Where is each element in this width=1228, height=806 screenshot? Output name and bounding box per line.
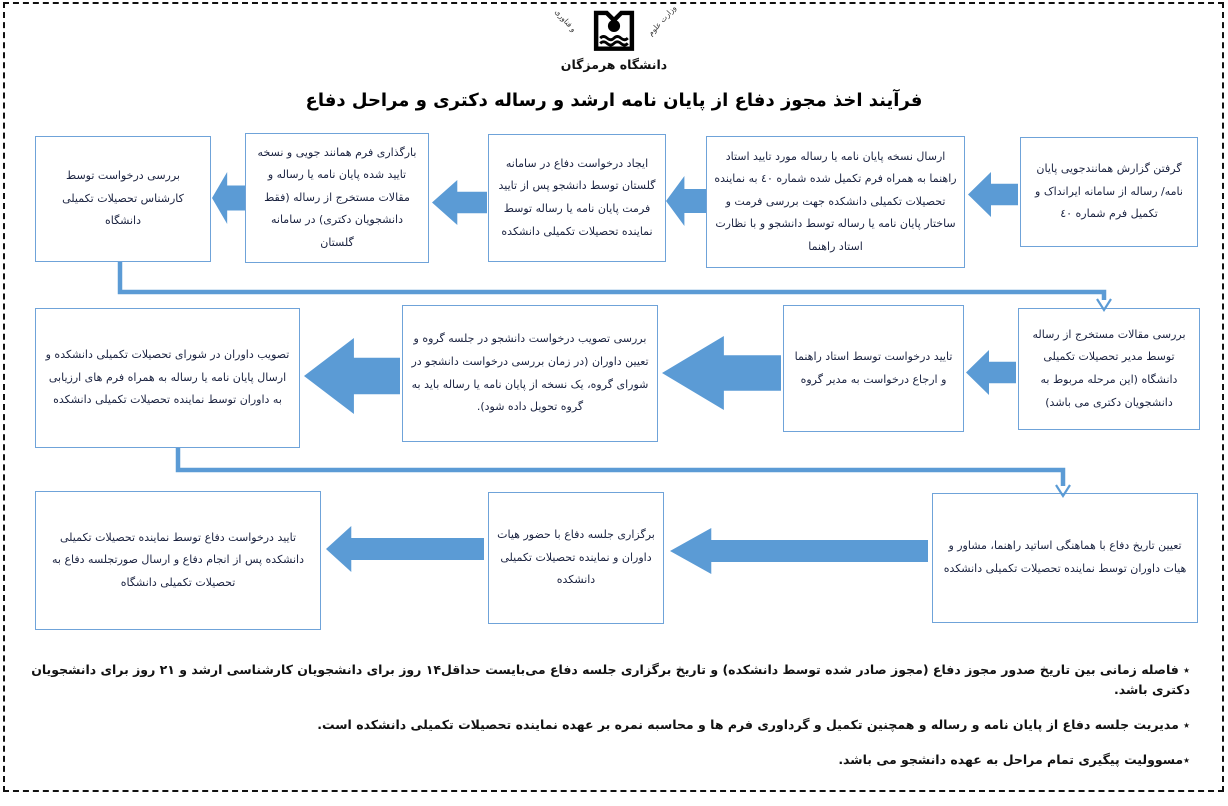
flow-step-box: [1018, 308, 1200, 430]
university-name: دانشگاه هرمزگان: [560, 57, 668, 72]
flow-step-text: تایید درخواست دفاع توسط نماینده تحصیلات تکمیلی دانشکده پس از انجام دفاع و ارسال صورتجلسه دفاع به تحصیلات تکمیلی دانشگاه: [52, 530, 304, 589]
flow-arrow-left-icon: [432, 180, 487, 225]
ministry-arc-text-left: و فناوری: [553, 7, 579, 34]
flow-arrow-left-icon: [968, 172, 1018, 217]
flow-step-box: [783, 305, 964, 432]
flow-arrow-left-icon: [304, 338, 400, 414]
footnotes: [30, 660, 1190, 785]
flow-step-text: بررسی درخواست توسط کارشناس تحصیلات تکمیلی دانشگاه: [62, 169, 184, 228]
flow-arrow-left-icon: [326, 526, 484, 572]
flow-step-text: تصویب داوران در شورای تحصیلات تکمیلی دانشکده و ارسال پایان نامه یا رساله به همراه فرم های ارزیابی به داوران توسط نماینده تحصیلات تکمیلی دانشکده: [45, 348, 290, 407]
flow-step-text: بارگذاری فرم همانند جویی و نسخه تایید شده پایان نامه یا رساله و مقالات مستخرج از رساله (فقط دانشجویان دکتری) در سامانه گلستان: [257, 145, 417, 249]
flow-step-box: [932, 493, 1198, 623]
flow-step-text: برگزاری جلسه دفاع با حضور هیات داوران و نماینده تحصیلات تکمیلی دانشکده: [497, 528, 655, 587]
flow-arrow-left-icon: [666, 176, 706, 226]
flow-arrow-left-icon: [212, 172, 245, 224]
flow-step-box: [706, 136, 965, 268]
flow-step-text: گرفتن گزارش همانندجویی پایان نامه/ رساله از سامانه ایرانداک و تکمیل فرم شماره ٤٠: [1035, 162, 1183, 221]
flow-arrow-left-icon: [966, 350, 1016, 395]
flow-step-text: تایید درخواست توسط استاد راهنما و ارجاع درخواست به مدیر گروه: [794, 349, 953, 386]
flow-step-box: [402, 305, 658, 442]
flow-step-box: [35, 491, 321, 630]
flow-step-text: تعیین تاریخ دفاع با هماهنگی اساتید راهنما، مشاور و هیات داوران توسط نماینده تحصیلات تکمیلی دانشکده: [943, 539, 1187, 575]
flow-step-box: [35, 136, 211, 262]
flow-step-text: ارسال نسخه پایان نامه یا رساله مورد تایید استاد راهنما به همراه فرم تکمیل شده شماره ٤٠ به نماینده تحصیلات تکمیلی دانشکده جهت بررسی فرمت و ساختار پایان نامه یا رساله توسط دانشجو و با نظارت استاد راهنما: [714, 149, 957, 253]
ministry-arc-text-right: وزارت علوم: [645, 3, 679, 38]
university-logo-icon: [588, 4, 640, 56]
flow-arrow-left-icon: [670, 528, 928, 574]
footnote-line: ٭مسوولیت پیگیری تمام مراحل به عهده دانشجو می باشد.: [838, 752, 1190, 767]
flow-step-text: بررسی تصویب درخواست دانشجو در جلسه گروه و تعیین داوران (در زمان بررسی درخواست دانشجو در شورای گروه، یک نسخه از پایان نامه یا رساله باید به گروه تحویل داده شود).: [411, 332, 649, 414]
flow-step-box: [488, 134, 666, 262]
footnote-line: ٭ مدیریت جلسه دفاع از پایان نامه و رساله و همچنین تکمیل و گرداوری فرم ها و محاسبه نمره بر عهده نماینده تحصیلات تکمیلی دانشکده است.: [317, 717, 1190, 732]
flow-step-text: ایجاد درخواست دفاع در سامانه گلستان توسط دانشجو پس از تایید فرمت پایان نامه یا رساله توسط نماینده تحصیلات تکمیلی دانشکده: [498, 156, 656, 238]
flow-arrow-left-icon: [662, 336, 781, 410]
flow-step-box: [35, 308, 300, 448]
flow-step-box: [245, 133, 429, 263]
header: [0, 4, 1228, 72]
footnote-line: ٭ فاصله زمانی بین تاریخ صدور مجوز دفاع (مجوز صادر شده توسط دانشکده) و تاریخ برگزاری جلسه دفاع می‌بایست حداقل۱۴ روز برای دانشجویان کارشناسی ارشد و ۲۱ روز برای دانشجویان دکتری باشد.: [31, 662, 1190, 697]
flow-step-box: [488, 492, 664, 624]
flow-step-box: [1020, 137, 1198, 247]
flow-step-text: بررسی مقالات مستخرج از رساله توسط مدیر تحصیلات تکمیلی دانشگاه (این مرحله مربوط به دانشجویان دکتری می باشد): [1032, 327, 1186, 409]
page-title: فرآیند اخذ مجوز دفاع از پایان نامه ارشد و رساله دکتری و مراحل دفاع: [305, 90, 923, 111]
